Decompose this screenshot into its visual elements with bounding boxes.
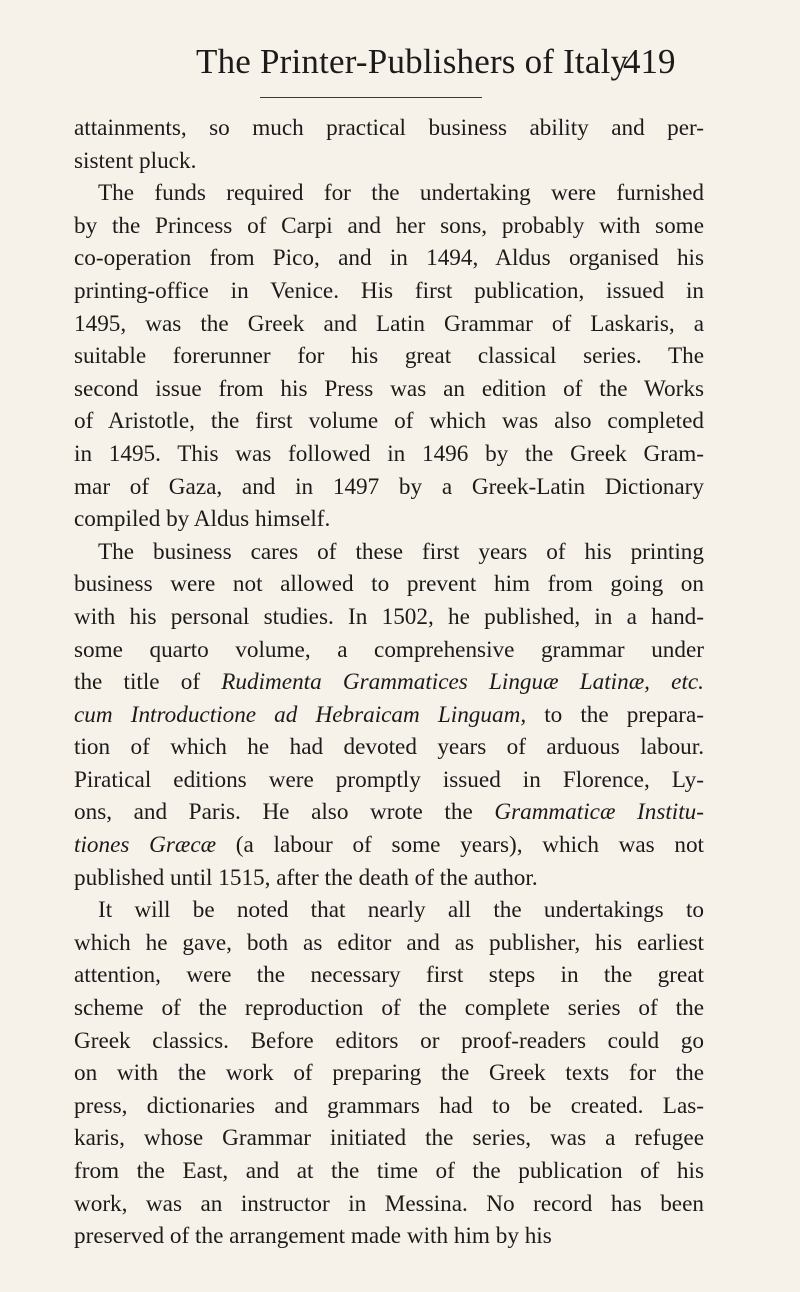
header-rule bbox=[260, 97, 482, 98]
text-line: some quarto volume, a comprehensive grammar under bbox=[74, 636, 704, 663]
text-line: Piratical editions were promptly issued in Florence, Ly- bbox=[74, 766, 704, 793]
running-title: The Printer-Publishers of Italy bbox=[196, 42, 629, 81]
text-line: tion of which he had devoted years of arduous labour. bbox=[74, 734, 704, 761]
text-line: printing-office in Venice. His first publication, issued in bbox=[74, 277, 704, 304]
text-segment: ons, and Paris. He also wrote the bbox=[74, 799, 495, 826]
text-line: mar of Gaza, and in 1497 by a Greek-Latin Dictionary bbox=[74, 473, 704, 500]
book-title-italic: Grammaticæ Institu- bbox=[494, 799, 704, 826]
text-line: on with the work of preparing the Greek texts for the bbox=[74, 1060, 704, 1087]
text-segment: (a labour of some years), which was not bbox=[216, 832, 704, 859]
text-line: compiled by Aldus himself. bbox=[74, 506, 331, 533]
text-line: with his personal studies. In 1502, he published, in a hand- bbox=[74, 603, 704, 630]
text-line: The funds required for the undertaking were furnished bbox=[98, 180, 704, 207]
text-line: It will be noted that nearly all the undertakings to bbox=[98, 897, 704, 924]
text-line: second issue from his Press was an edition of the Works bbox=[74, 375, 704, 402]
text-line: karis, whose Grammar initiated the series, was a refugee bbox=[74, 1125, 704, 1152]
text-line: press, dictionaries and grammars had to be created. Las- bbox=[74, 1092, 704, 1119]
text-line: Greek classics. Before editors or proof-readers could go bbox=[74, 1027, 704, 1054]
book-title-italic: Rudimenta Grammatices Linguæ Latinæ, etc. bbox=[221, 669, 704, 696]
text-line: sistent pluck. bbox=[74, 147, 197, 174]
text-line: suitable forerunner for his great classical series. The bbox=[74, 343, 704, 370]
text-line: co-operation from Pico, and in 1494, Aldus organised his bbox=[74, 245, 704, 272]
book-title-italic: tiones Græcæ bbox=[74, 832, 217, 859]
text-line: by the Princess of Carpi and her sons, probably with some bbox=[74, 212, 704, 239]
text-line: 1495, was the Greek and Latin Grammar of Laskaris, a bbox=[74, 310, 704, 337]
text-segment: the title of bbox=[74, 669, 222, 696]
text-line: preserved of the arrangement made with him by his bbox=[74, 1223, 552, 1250]
text-line: in 1495. This was followed in 1496 by the Greek Gram- bbox=[74, 440, 704, 467]
text-line: which he gave, both as editor and as publisher, his earliest bbox=[74, 929, 704, 956]
text-line: attainments, so much practical business ability and per- bbox=[74, 115, 704, 141]
page-number: 419 bbox=[623, 42, 676, 81]
text-line: business were not allowed to prevent him from going on bbox=[74, 571, 704, 598]
page-header bbox=[0, 40, 800, 90]
book-title-italic: cum Introductione ad Hebraicam Linguam, bbox=[74, 701, 527, 728]
text-line: scheme of the reproduction of the complete series of the bbox=[74, 995, 704, 1022]
text-line bbox=[74, 829, 704, 862]
text-line: work, was an instructor in Messina. No record has been bbox=[74, 1190, 704, 1217]
text-line bbox=[74, 699, 704, 732]
text-line: from the East, and at the time of the publication of his bbox=[74, 1158, 704, 1184]
text-line bbox=[74, 796, 704, 829]
text-segment: to the prepara- bbox=[526, 701, 704, 728]
text-line: published until 1515, after the death of the author. bbox=[74, 864, 538, 891]
text-line: of Aristotle, the first volume of which was also completed bbox=[74, 408, 704, 435]
text-line bbox=[74, 666, 704, 699]
text-line: attention, were the necessary first steps in the great bbox=[74, 962, 704, 989]
text-line: The business cares of these first years of his printing bbox=[98, 538, 704, 565]
body-text bbox=[74, 112, 704, 1253]
